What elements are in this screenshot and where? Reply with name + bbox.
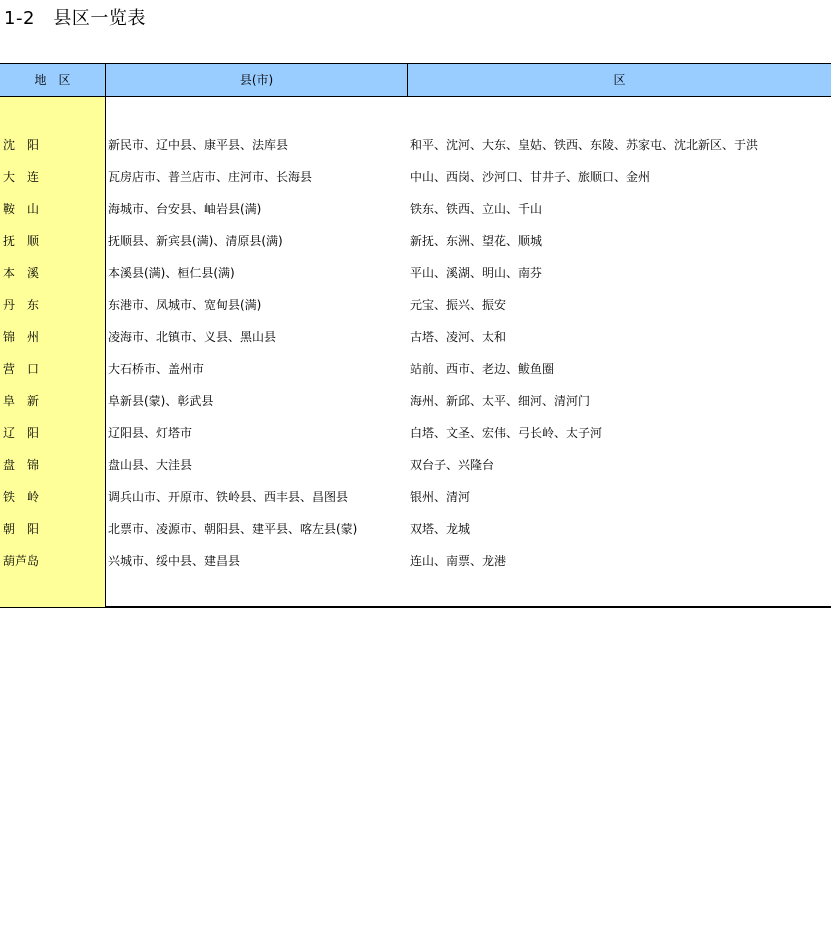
region-cell: 营 口: [3, 362, 40, 376]
region-cell: 辽 阳: [3, 426, 40, 440]
table-row: [0, 417, 831, 449]
region-cell: 大 连: [3, 170, 40, 184]
region-cell: 铁 岭: [3, 490, 40, 504]
district-cell: 和平、沈河、大东、皇姑、铁西、东陵、苏家屯、沈北新区、于洪: [410, 138, 759, 152]
county-cell: 辽阳县、灯塔市: [108, 426, 193, 440]
district-cell: 平山、溪湖、明山、南芬: [410, 266, 543, 280]
region-cell: 沈 阳: [3, 138, 40, 152]
table-row: [0, 449, 831, 481]
county-cell: 抚顺县、新宾县(满)、清原县(满): [108, 234, 283, 248]
district-cell: 铁东、铁西、立山、千山: [410, 202, 543, 216]
table-row: [0, 225, 831, 257]
table-row: [0, 385, 831, 417]
table-row: [0, 321, 831, 353]
column-divider: [407, 64, 408, 97]
district-cell: 双台子、兴隆台: [410, 458, 495, 472]
table-row: [0, 193, 831, 225]
district-cell: 新抚、东洲、望花、顺城: [410, 234, 543, 248]
county-cell: 海城市、台安县、岫岩县(满): [108, 202, 262, 216]
county-cell: 瓦房店市、普兰店市、庄河市、长海县: [108, 170, 313, 184]
county-district-table: [0, 63, 831, 608]
district-cell: 海州、新邱、太平、细河、清河门: [410, 394, 591, 408]
page-title: 1-2 县区一览表: [4, 8, 146, 29]
region-cell: 阜 新: [3, 394, 40, 408]
county-cell: 调兵山市、开原市、铁岭县、西丰县、昌图县: [108, 490, 349, 504]
county-cell: 盘山县、大洼县: [108, 458, 193, 472]
district-cell: 元宝、振兴、振安: [410, 298, 507, 312]
table-header: [0, 64, 831, 97]
region-cell: 盘 锦: [3, 458, 40, 472]
region-cell: 葫芦岛: [3, 554, 40, 568]
table-row: [0, 513, 831, 545]
district-cell: 银州、清河: [410, 490, 471, 504]
header-county: 县(市): [239, 73, 274, 87]
region-cell: 朝 阳: [3, 522, 40, 536]
region-cell: 抚 顺: [3, 234, 40, 248]
district-cell: 站前、西市、老边、鲅鱼圈: [410, 362, 555, 376]
table-row: [0, 161, 831, 193]
district-cell: 中山、西岗、沙河口、甘井子、旅顺口、金州: [410, 170, 651, 184]
district-cell: 连山、南票、龙港: [410, 554, 507, 568]
district-cell: 古塔、凌河、太和: [410, 330, 507, 344]
table-row: [0, 289, 831, 321]
district-cell: 白塔、文圣、宏伟、弓长岭、太子河: [410, 426, 603, 440]
county-cell: 阜新县(蒙)、彰武县: [108, 394, 214, 408]
county-cell: 本溪县(满)、桓仁县(满): [108, 266, 235, 280]
region-cell: 本 溪: [3, 266, 40, 280]
table-row: [0, 481, 831, 513]
header-district: 区: [613, 73, 626, 87]
county-cell: 北票市、凌源市、朝阳县、建平县、喀左县(蒙): [108, 522, 358, 536]
table-row: [0, 257, 831, 289]
table-row: [0, 129, 831, 161]
county-cell: 兴城市、绥中县、建昌县: [108, 554, 241, 568]
table-row: [0, 545, 831, 577]
county-cell: 新民市、辽中县、康平县、法库县: [108, 138, 289, 152]
region-cell: 丹 东: [3, 298, 40, 312]
region-cell: 鞍 山: [3, 202, 40, 216]
header-region: 地 区: [34, 73, 71, 87]
table-row: [0, 353, 831, 385]
county-cell: 凌海市、北镇市、义县、黑山县: [108, 330, 277, 344]
region-cell: 锦 州: [3, 330, 40, 344]
district-cell: 双塔、龙城: [410, 522, 471, 536]
county-cell: 东港市、凤城市、宽甸县(满): [108, 298, 262, 312]
county-cell: 大石桥市、盖州市: [108, 362, 205, 376]
